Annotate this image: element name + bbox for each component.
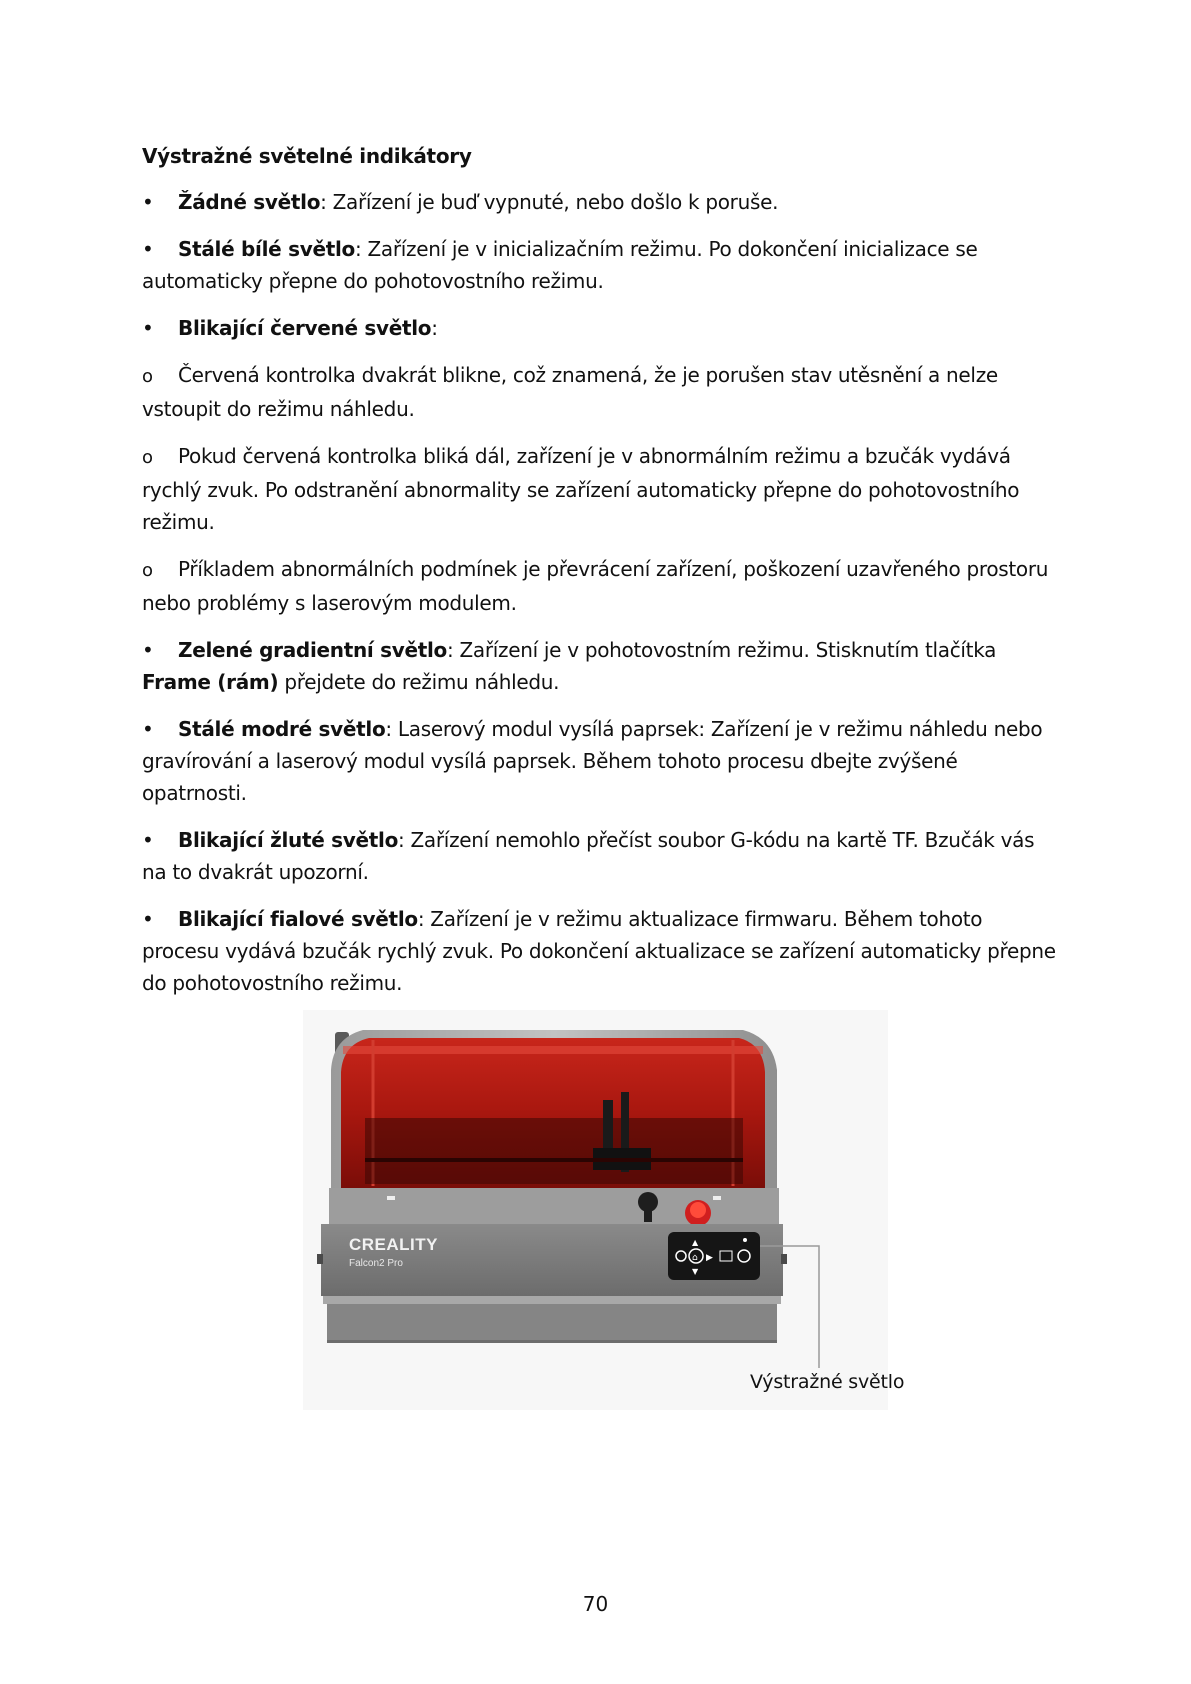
bullet-marker: •: [142, 190, 154, 214]
list-item-term: Zelené gradientní světlo: [178, 638, 447, 662]
bullet-marker: •: [142, 638, 154, 662]
base: [327, 1304, 777, 1342]
base-shadow: [327, 1340, 777, 1343]
warning-light-lens: [690, 1202, 706, 1218]
list-item-red-blinking: [142, 312, 1057, 344]
bullet-marker: •: [142, 237, 154, 261]
laser-engraver-figure: [303, 1010, 905, 1410]
list-item-blue-light: [142, 713, 1057, 809]
home-icon: ⌂: [692, 1253, 698, 1263]
interior-shadow: [365, 1118, 743, 1184]
list-item-text: : Zařízení je v režimu aktualizace firmwaru. Během tohoto procesu vydává bzučák rychlý zvuk. Po dokončení aktualizace se zařízení automaticky přepne do pohotovostního režimu.: [142, 907, 1056, 995]
sub-item-blink-twice: [142, 359, 1057, 425]
status-led: [743, 1238, 747, 1242]
sub-bullet-marker: o: [142, 366, 153, 387]
sub-item-text: Červená kontrolka dvakrát blikne, což znamená, že je porušen stav utěsnění a nelze vstoupit do režimu náhledu.: [142, 363, 998, 421]
list-item-green-gradient: [142, 634, 1057, 698]
bullet-marker: •: [142, 907, 154, 931]
list-item-term: Blikající fialové světlo: [178, 907, 418, 931]
bullet-marker: •: [142, 717, 154, 741]
sub-item-abnormal-examples: [142, 553, 1057, 619]
sub-bullet-marker: o: [142, 447, 153, 468]
list-item-yellow-blinking: [142, 824, 1057, 888]
sub-item-continuous-blink: [142, 440, 1057, 538]
list-item-no-light: [142, 186, 1057, 218]
sub-item-text: Pokud červená kontrolka bliká dál, zařízení je v abnormálním režimu a bzučák vydává rychlý zvuk. Po odstranění abnormality se zařízení automaticky přepne do pohotovostního režimu.: [142, 444, 1020, 534]
list-item-text: : Zařízení je v inicializačním režimu. Po dokončení inicializace se automaticky přepne do pohotovostního režimu.: [142, 237, 978, 293]
arrow-down-icon: ▼: [692, 1267, 699, 1276]
sub-item-text: Příkladem abnormálních podmínek je převrácení zařízení, poškození uzavřeného prostoru nebo problémy s laserovým modulem.: [142, 557, 1049, 615]
side-port: [781, 1254, 787, 1264]
list-item-text: :: [431, 316, 438, 340]
arrow-up-icon: ▲: [692, 1238, 699, 1247]
list-item-text: : Zařízení nemohlo přečíst soubor G-kódu na kartě TF. Bzučák vás na to dvakrát upozorní.: [142, 828, 1035, 884]
list-item-term: Stálé modré světlo: [178, 717, 386, 741]
page-content: [142, 140, 1057, 1014]
frame-button-term: Frame (rám): [142, 670, 279, 694]
indicator-dot: [387, 1196, 395, 1200]
lid-highlight: [343, 1046, 763, 1054]
bullet-marker: •: [142, 316, 154, 340]
model-label: Falcon2 Pro: [349, 1258, 403, 1269]
section-heading: Výstražné světelné indikátory: [142, 144, 472, 168]
brand-logo: CREALITY: [349, 1235, 438, 1254]
list-item-text: : Laserový modul vysílá paprsek: Zařízení je v režimu náhledu nebo gravírování a laserový modul vysílá paprsek. Během tohoto procesu dbejte zvýšené opatrnosti.: [142, 717, 1043, 805]
side-port: [317, 1254, 323, 1264]
list-item-term: Blikající žluté světlo: [178, 828, 399, 852]
indicator-dot: [713, 1196, 721, 1200]
sub-bullet-marker: o: [142, 560, 153, 581]
front-upper-plate: [329, 1188, 779, 1224]
figure-caption: Výstražné světlo: [750, 1371, 905, 1393]
list-item-term: Žádné světlo: [178, 190, 321, 214]
laser-engraver-illustration: [303, 1010, 888, 1410]
page-number: 70: [582, 1592, 609, 1616]
base-trim: [323, 1296, 781, 1304]
play-icon: ▶: [706, 1253, 713, 1263]
rotary-knob-stem: [644, 1206, 652, 1222]
list-item-white-light: [142, 233, 1057, 297]
bullet-marker: •: [142, 828, 154, 852]
list-item-text: : Zařízení je v pohotovostním režimu. Stisknutím tlačítka: [446, 638, 997, 662]
list-item-term: Stálé bílé světlo: [178, 237, 355, 261]
list-item-purple-blinking: [142, 903, 1057, 999]
list-item-text: : Zařízení je buď vypnuté, nebo došlo k poruše.: [320, 190, 779, 214]
list-item-term: Blikající červené světlo: [178, 316, 432, 340]
list-item-text-end: přejdete do režimu náhledu.: [278, 670, 560, 694]
